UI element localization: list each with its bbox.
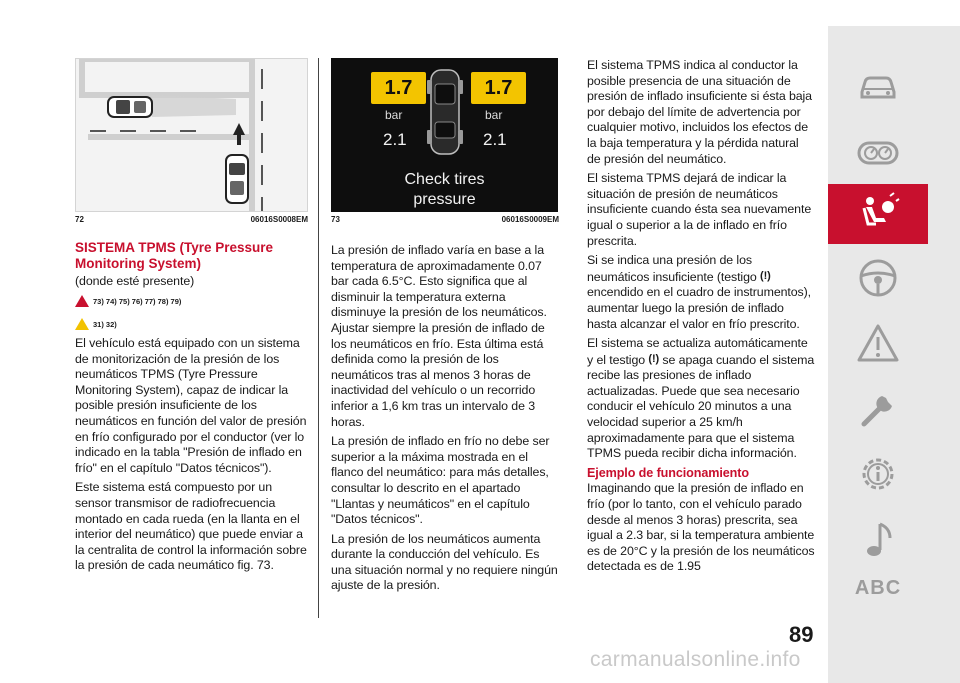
text-segment: Si se indica una presión de los neumáticos insuficiente (testigo — [587, 253, 757, 284]
parking-illustration — [76, 59, 308, 212]
paragraph — [587, 336, 815, 462]
tpms-warning-icon: (!) — [648, 352, 660, 365]
figure-code: 06016S0008EM — [250, 215, 308, 224]
paragraph: Imaginando que la presión de inflado en frío (por lo tanto, con el vehículo parado desde al menos 3 horas) prescrita, sea igual a 2.3 bar, si la temperatura ambiente es de 20°C y la presión de los neumáticos detectada es de 1.95 — [587, 481, 815, 574]
dashboard-gauge-icon — [856, 130, 900, 174]
figure-73-caption — [331, 215, 559, 224]
front-left-pressure: 1.7 — [371, 72, 426, 104]
column-3-text — [587, 58, 815, 579]
chapter-index[interactable] — [828, 558, 928, 618]
paragraph: El vehículo está equipado con un sistema de monitorización de la presión de los neumáticos TPMS (Tyre Pressure Monitoring System), capaz de indicar la posible presión insuficiente de los neumáticos en función del valor de presión en frío configurado por el conductor (ver lo indicado en la tabla "Presión de inflado en frío" en el capítulo "Datos técnicos"). — [75, 336, 307, 475]
airbag-seat-icon — [856, 192, 900, 236]
warning-references-yellow — [75, 318, 117, 330]
text-segment: se apaga cuando el sistema recibe las presiones de inflado actualizadas. Puede que sea necesario conducir el vehículo 20 minutos a una velocidad superior a 25 km/h aproximadamente para que el sistema TPMS pueda recibir dicha información. — [587, 352, 815, 461]
subsection-heading: Ejemplo de funcionamiento — [587, 465, 749, 480]
car-right-icon — [226, 155, 248, 203]
paragraph: La presión de inflado en frío no debe ser superior a la máxima mostrada en el flanco del neumático: para más detalles, consultar lo descrito en el apartado "Llantas y neumáticos" en el capítulo "Datos técnicos". — [331, 434, 550, 527]
chapter-maintenance[interactable] — [828, 378, 928, 438]
page-number: 89 — [789, 622, 814, 647]
chapter-emergency[interactable] — [828, 314, 928, 374]
steering-wheel-icon — [856, 256, 900, 300]
rear-left-pressure: 2.1 — [383, 130, 407, 149]
paragraph: La presión de inflado varía en base a la temperatura de aproximadamente 0.07 bar cada 6.5°C. Esto significa que al disminuir la temperatura externa disminuye la presión de los neumáticos. Ajustar siempre la presión de inflado de los neumáticos en frío. Esta última está definida como la presión de los neumáticos tras al menos 3 horas de inactividad del vehículo o un recorrido inferior a 1,6 km tras un intervalo de 3 horas. — [331, 243, 547, 429]
figure-number: 73 — [331, 215, 340, 224]
column-1-text — [75, 336, 308, 578]
tpms-message-line2: pressure — [413, 191, 476, 208]
paragraph: El sistema TPMS indica al conductor la posible presencia de una situación de presión de inflado insuficiente si ésta baja por debajo del límite de advertencia por cualquier motivo, incluidos los efectos de la baja temperatura y la pérdida natural de presión del neumático. — [587, 58, 812, 166]
caution-triangle-icon — [75, 318, 89, 330]
music-note-icon — [856, 518, 900, 562]
figure-72-caption — [75, 215, 308, 224]
figure-72-parking-diagram — [75, 58, 308, 212]
text-segment: El sistema se actualiza automáticamente y el testigo — [587, 336, 808, 367]
tpms-message-line1: Check tires — [404, 171, 485, 188]
unit-left: bar — [385, 108, 403, 122]
settings-gear-icon — [856, 452, 900, 496]
paragraph: El sistema TPMS dejará de indicar la situación de presión de neumáticos insuficiente cuando ésta sea nuevamente igual o superior a la de inflado en frío prescrita. — [587, 171, 812, 248]
section-subtitle: (donde esté presente) — [75, 274, 195, 288]
warning-references-red — [75, 295, 181, 307]
column-2-text — [331, 243, 559, 598]
rear-right-pressure: 2.1 — [483, 130, 507, 149]
figure-number: 72 — [75, 215, 84, 224]
front-right-pressure: 1.7 — [471, 72, 526, 104]
text-segment: encendido en el cuadro de instrumentos), aumentar luego la presión de inflado hasta alcanzar el valor en frío prescrito. — [587, 285, 811, 331]
warning-ref-text: 73) 74) 75) 76) 77) 78) 79) — [93, 296, 182, 306]
figure-73-tpms-display — [331, 58, 558, 212]
caution-ref-text: 31) 32) — [93, 319, 117, 329]
car-left-icon — [108, 97, 152, 117]
unit-right: bar — [485, 108, 503, 122]
chapter-technical-data[interactable] — [828, 444, 928, 504]
column-divider — [318, 58, 319, 618]
warning-triangle-icon — [856, 322, 900, 366]
tpms-warning-icon: (!) — [760, 269, 771, 282]
chapter-sidebar — [828, 26, 960, 683]
index-label: ABC — [854, 576, 902, 599]
figure-code: 06016S0009EM — [501, 215, 559, 224]
watermark: carmanualsonline.info — [590, 648, 801, 671]
car-icon — [856, 64, 900, 108]
paragraph: Este sistema está compuesto por un sensor transmisor de radiofrecuencia montado en cada rueda (en la llanta en el interior del neumático) que puede enviar a la centralita de control la información sobre la presión de cada neumático fig. 73. — [75, 480, 307, 573]
warning-triangle-icon — [75, 295, 89, 307]
chapter-safety[interactable] — [828, 184, 928, 244]
paragraph: La presión de los neumáticos aumenta durante la conducción del vehículo. Es una situación normal y no requiere ningún ajuste de la presión. — [331, 531, 558, 593]
section-title: SISTEMA TPMS (Tyre Pressure Monitoring System) — [75, 240, 274, 271]
paragraph — [587, 253, 815, 332]
wrench-icon — [856, 386, 900, 430]
chapter-dashboard[interactable] — [828, 122, 928, 182]
car-top-view-icon — [427, 66, 463, 158]
chapter-driving[interactable] — [828, 248, 928, 308]
chapter-car-overview[interactable] — [828, 56, 928, 116]
